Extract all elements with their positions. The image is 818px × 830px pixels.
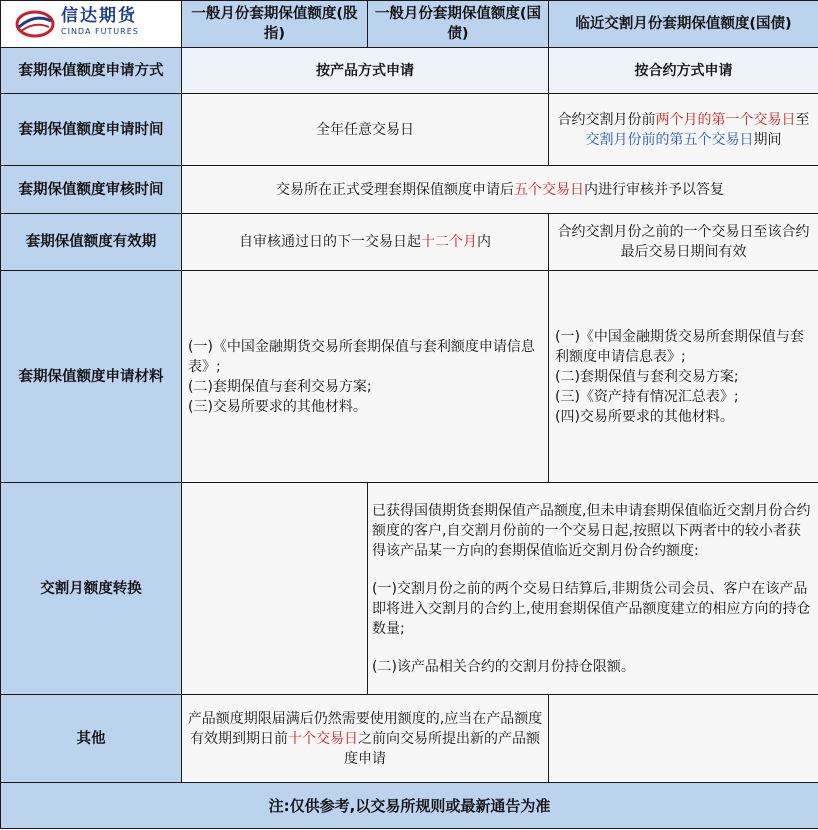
row-label-apply-time: 套期保值额度申请时间 xyxy=(1,94,182,166)
materials-near-item: (二)套期保值与套利交易方案; xyxy=(555,368,739,385)
other-value xyxy=(182,695,549,783)
review-time-highlight: 五个交易日 xyxy=(514,181,584,198)
apply-time-general: 全年任意交易日 xyxy=(182,94,549,166)
cinda-logo-icon xyxy=(15,9,55,39)
logo-en-text: CINDA FUTURES xyxy=(61,27,139,36)
conversion-intro: 已获得国债期货套期保值产品额度,但未申请套期保值临近交割月份合约额度的客户,自交割月份前的一个交易日起,按照以下两者中的较小者获得该产品某一方向的套期保值临近交割月份合约额度: xyxy=(372,502,811,559)
method-general: 按产品方式申请 xyxy=(182,48,549,94)
logo-cn-text: 信达期货 xyxy=(61,6,137,26)
header-general-stock-index: 一般月份套期保值额度(股指) xyxy=(182,1,368,48)
review-time-text-1: 交易所在正式受理套期保值额度申请后 xyxy=(276,181,514,198)
apply-time-near-highlight-1: 两个月的第一个交易日 xyxy=(655,111,796,128)
conversion-item-1: (一)交割月份之前的两个交易日结算后,非期货公司会员、客户在该产品即将进入交割月的合约上,使用套期保值产品额度建立的相应方向的持仓数量; xyxy=(372,580,811,637)
apply-time-near-text-3: 期间 xyxy=(753,131,782,148)
other-text-2: 之前向交易所提出新的产品额度申请 xyxy=(344,730,540,767)
validity-general-highlight: 十二个月 xyxy=(421,234,477,250)
materials-near-item: (三)《资产持有情况汇总表》; xyxy=(555,388,739,405)
materials-near-item: (四)交易所要求的其他材料。 xyxy=(555,408,734,425)
validity-near: 合约交割月份之前的一个交易日至该合约最后交易日期间有效 xyxy=(549,214,818,271)
apply-time-near-highlight-2: 交割月份前的第五个交易日 xyxy=(585,131,754,148)
row-label-materials: 套期保值额度申请材料 xyxy=(1,271,182,483)
row-label-other: 其他 xyxy=(1,695,182,783)
apply-time-near-text-1: 合约交割月份前 xyxy=(557,111,656,128)
row-label-validity: 套期保值额度有效期 xyxy=(1,214,182,271)
materials-near-item: (一)《中国金融期货交易所套期保值与套利额度申请信息表》; xyxy=(555,328,804,365)
materials-near xyxy=(549,271,818,483)
row-label-review-time: 套期保值额度审核时间 xyxy=(1,166,182,214)
row-label-method: 套期保值额度申请方式 xyxy=(1,48,182,94)
footer-note: 注:仅供参考,以交易所规则或最新通告为准 xyxy=(1,783,818,829)
logo-cell xyxy=(1,1,182,48)
materials-general-item: (一)《中国金融期货交易所套期保值与套利额度申请信息表》; xyxy=(188,338,535,375)
apply-time-near-text-2: 至 xyxy=(795,111,810,128)
validity-general-text-2: 内 xyxy=(477,234,491,250)
review-time-value xyxy=(182,166,818,214)
materials-general xyxy=(182,271,549,483)
conversion-value xyxy=(368,483,818,695)
conversion-empty-cell xyxy=(182,483,368,695)
header-near-delivery-treasury: 临近交割月份套期保值额度(国债) xyxy=(549,1,818,48)
validity-general xyxy=(182,214,549,271)
other-near-empty xyxy=(549,695,818,783)
validity-general-text-1: 自审核通过日的下一交易日起 xyxy=(239,234,421,250)
other-text-1: 产品额度期限届满后仍然需要使用额度的,应当在产品额度有效期到期日前 xyxy=(187,710,543,747)
other-highlight: 十个交易日 xyxy=(288,730,358,747)
header-general-treasury: 一般月份套期保值额度(国债) xyxy=(368,1,549,48)
row-label-conversion: 交割月额度转换 xyxy=(1,483,182,695)
materials-general-item: (二)套期保值与套利交易方案; xyxy=(188,378,372,395)
method-near: 按合约方式申请 xyxy=(549,48,818,94)
conversion-item-2: (二)该产品相关合约的交割月份持仓限额。 xyxy=(372,658,635,675)
review-time-text-2: 内进行审核并予以答复 xyxy=(584,181,724,198)
apply-time-near xyxy=(549,94,818,166)
materials-general-item: (三)交易所要求的其他材料。 xyxy=(188,398,367,415)
